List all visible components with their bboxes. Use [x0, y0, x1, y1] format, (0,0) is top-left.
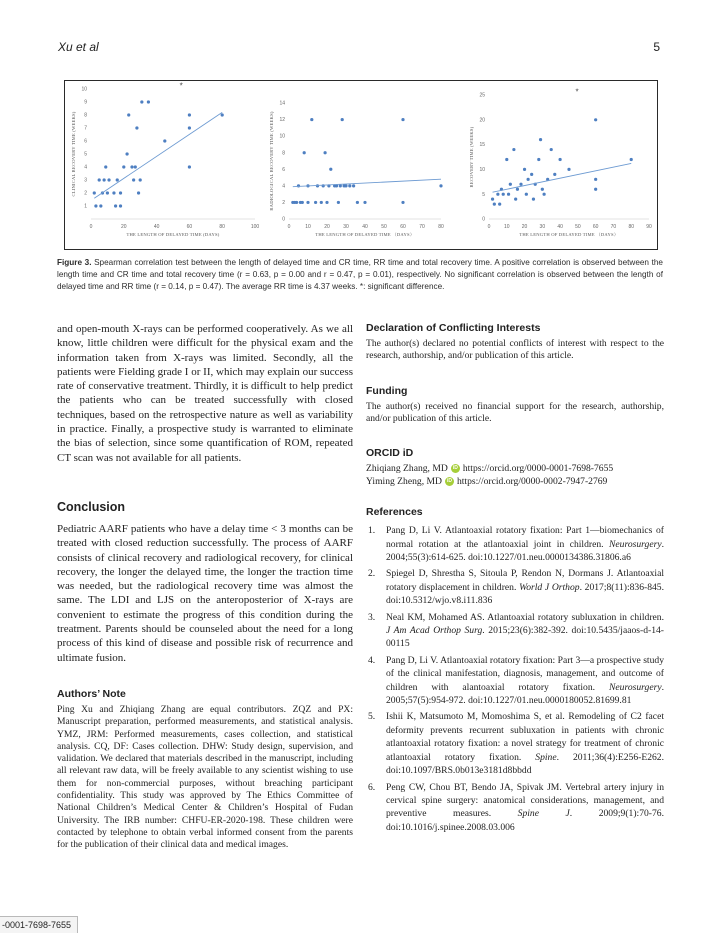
- data-point: [306, 201, 309, 204]
- reference-journal: Neurosurgery: [609, 681, 662, 693]
- y-tick-label: 5: [482, 191, 485, 198]
- data-point: [188, 113, 191, 116]
- reference-item: 2. Spiegel D, Shrestha S, Sitoula P, Rendon N, Dormans J. Atlantoaxial rotatory displacement in children. World J Orthop. 2017;8(11):836-845. doi:10.5312/wjo.v8.i11.836: [368, 568, 664, 607]
- x-tick-label: 40: [362, 224, 368, 230]
- orcid-heading: ORCID iD: [366, 447, 414, 460]
- data-point: [527, 178, 530, 181]
- references-heading: References: [366, 506, 423, 519]
- funding-paragraph: The author(s) received no financial support for the research, authorship, and/or publication of this article.: [366, 400, 664, 424]
- data-point: [116, 178, 119, 181]
- data-point: [324, 151, 327, 154]
- orcid-link[interactable]: https://orcid.org/0000-0002-7947-2769: [456, 476, 608, 488]
- data-point: [523, 168, 526, 171]
- reference-journal: Spine J: [517, 808, 570, 820]
- page-header: [58, 40, 660, 60]
- data-point: [505, 158, 508, 161]
- x-axis-label: THE LENGTH OF DELAYED TIME (DAYS): [126, 232, 220, 237]
- data-point: [530, 173, 533, 176]
- data-point: [519, 183, 522, 186]
- data-point: [512, 148, 515, 151]
- figure-caption: [57, 257, 663, 303]
- reference-item: 1. Pang D, Li V. Atlantoaxial rotatory fixation: Part 1—biomechanics of normal rotation at the atlantoaxial joint in children. Neurosurgery. 2004;55(3):614-625. doi:10.1227/01.neu.0000134386.31806.a6: [368, 525, 664, 563]
- data-point: [98, 178, 101, 181]
- data-point: [594, 178, 597, 181]
- data-point: [363, 201, 366, 204]
- data-point: [498, 203, 501, 206]
- x-tick-label: 10: [305, 224, 311, 230]
- data-point: [112, 191, 115, 194]
- x-tick-label: 80: [628, 224, 635, 230]
- data-point: [341, 118, 344, 121]
- significance-star: *: [575, 87, 579, 97]
- orcid-entry: [366, 475, 664, 488]
- authors-note-heading: Authors’ Note: [57, 687, 126, 700]
- x-tick-label: 50: [381, 224, 387, 230]
- orcid-author-name: Zhiqiang Zhang, MD: [366, 463, 448, 475]
- x-tick-label: 60: [592, 224, 599, 230]
- x-tick-label: 80: [438, 224, 444, 230]
- data-point: [163, 139, 166, 142]
- data-point: [553, 173, 556, 176]
- y-tick-label: 2: [282, 200, 285, 207]
- y-tick-label: 8: [84, 112, 87, 119]
- data-point: [543, 193, 546, 196]
- data-point: [93, 191, 96, 194]
- authors-note-paragraph: Ping Xu and Zhiqiang Zhang are equal contributors. ZQZ and PX: Manuscript preparation, performed measurements, and statistical analysis. YMZ, JRM: Performed measurements, cases collection, and statistical analysis. CQ, DF: Cases collection. DHW: Study design, supervision, and validation. We declared that materials described in the manuscript, including all relevant raw data, will be freely available to any scientist wishing to use them for non-commercial purposes, without breaching participant confidentiality. This study was approved by The Ethics Committee of National Children’s Medical Center & Children’s Hospital of Fudan University. The IRB number: CHFU-ER-2020-198. These children were contacted by telephone to obtain verbal informed consent from the parents for the publication of their clinical data and medical images.: [57, 703, 353, 851]
- y-tick-label: 0: [282, 216, 285, 223]
- x-tick-label: 0: [487, 224, 491, 230]
- trend-line: [493, 163, 632, 192]
- reference-item: 5. Ishii K, Matsumoto M, Momoshima S, et al. Remodeling of C2 facet deformity prevents recurrent subluxation in patients with chronic atlantoaxial rotatory fixation: a novel strategy for treatment of chronic atlantoaxial rotatory fixation. Spine. 2011;36(4):E256-E262. doi:10.1097/BRS.0b013e3181d8bbdd: [368, 711, 664, 777]
- data-point: [344, 184, 347, 187]
- data-point: [94, 204, 97, 207]
- trend-line: [94, 112, 222, 198]
- significance-star: *: [179, 81, 183, 91]
- figure-3: [64, 80, 658, 250]
- right-column: [366, 322, 664, 837]
- data-point: [630, 158, 633, 161]
- data-point: [103, 178, 106, 181]
- x-tick-label: 80: [219, 224, 225, 230]
- y-tick-label: 3: [84, 177, 87, 184]
- data-point: [537, 158, 540, 161]
- data-point: [550, 148, 553, 151]
- data-point: [132, 178, 135, 181]
- data-point: [491, 198, 494, 201]
- y-axis-label: RECOVERY TIME (WEEKS): [469, 126, 474, 188]
- x-tick-label: 90: [646, 224, 652, 230]
- data-point: [137, 191, 140, 194]
- data-point: [352, 184, 355, 187]
- reference-journal: Spine: [535, 751, 557, 763]
- x-tick-label: 40: [153, 224, 160, 230]
- y-tick-label: 1: [84, 203, 87, 210]
- data-point: [188, 165, 191, 168]
- data-point: [106, 191, 109, 194]
- data-point: [221, 113, 224, 116]
- x-tick-label: 50: [575, 224, 581, 230]
- y-tick-label: 14: [279, 100, 285, 107]
- y-tick-label: 0: [482, 216, 485, 223]
- data-point: [401, 201, 404, 204]
- data-point: [502, 193, 505, 196]
- x-tick-label: 20: [121, 224, 127, 230]
- y-tick-label: 10: [81, 86, 87, 93]
- data-point: [130, 165, 133, 168]
- x-tick-label: 30: [343, 224, 349, 230]
- x-tick-label: 0: [287, 224, 291, 230]
- data-point: [301, 201, 304, 204]
- left-column: [57, 322, 353, 852]
- data-point: [310, 118, 313, 121]
- y-tick-label: 20: [479, 117, 485, 124]
- x-tick-label: 100: [250, 224, 260, 230]
- x-tick-label: 20: [521, 224, 528, 230]
- y-tick-label: 4: [84, 164, 87, 171]
- x-tick-label: 60: [400, 224, 406, 230]
- data-point: [295, 201, 298, 204]
- data-point: [303, 151, 306, 154]
- y-tick-label: 7: [84, 125, 87, 132]
- x-tick-label: 0: [89, 224, 93, 230]
- running-head: Xu et al: [58, 40, 99, 54]
- reference-journal: J Am Acad Orthop Surg: [386, 625, 483, 637]
- data-point: [541, 188, 544, 191]
- data-point: [188, 126, 191, 129]
- reference-journal: Neurosurgery: [609, 538, 662, 550]
- data-point: [139, 178, 142, 181]
- x-tick-label: 40: [557, 224, 563, 230]
- data-point: [514, 198, 517, 201]
- conclusion-paragraph: Pediatric AARF patients who have a delay time < 3 months can be treated with closed reduction successfully. The process of AARF consists of clinical recovery and radiological recovery, for clinical recovery, the longer the delayed time, the longer the traction time was needed, but the radiological recovery time was almost the same. The LDI and LJS on the anteroposterior of X-rays are convenient to estimate the progress of this condition during the treatment. Parents should be counseled about the need for a long process of this kind of disease and possible risk of recurrence and ultimate fusion.: [57, 522, 353, 664]
- data-point: [401, 118, 404, 121]
- data-point: [532, 198, 535, 201]
- data-point: [147, 100, 150, 103]
- reference-item: 4. Pang D, Li V. Atlantoaxial rotatory fixation: Part 3—a prospective study of the clinical manifestation, diagnosis, management, and outcome of children with alantoaxial rotatory fixation. Neurosurgery. 2005;57(5):954-972. doi:10.1227/01.neu.0000180052.81699.81: [368, 654, 664, 707]
- data-point: [119, 204, 122, 207]
- data-point: [493, 203, 496, 206]
- data-point: [348, 184, 351, 187]
- data-point: [439, 184, 442, 187]
- reference-item: 3. Neal KM, Mohamed AS. Atlantoaxial rotatory subluxation in children. J Am Acad Orthop Surg. 2015;23(6):382-392. doi:10.5435/jaaos-d-14-00115: [368, 611, 664, 650]
- figure-caption-label: Figure 3.: [57, 258, 92, 267]
- y-tick-label: 10: [279, 133, 285, 140]
- data-point: [314, 201, 317, 204]
- x-tick-label: 20: [324, 224, 330, 230]
- data-point: [320, 201, 323, 204]
- orcid-author-name: Yiming Zheng, MD: [366, 476, 442, 488]
- conclusion-heading: Conclusion: [57, 499, 126, 514]
- y-tick-label: 10: [479, 167, 485, 173]
- data-point: [496, 193, 499, 196]
- data-point: [127, 113, 130, 116]
- y-tick-label: 12: [279, 117, 285, 124]
- conflicts-paragraph: The author(s) declared no potential conflicts of interest with respect to the research, authorship, and/or publication of this article.: [366, 338, 664, 362]
- reference-item: 6. Peng CW, Chou BT, Bendo JA, Spivak JM. Vertebral artery injury in cervical spine surgery: anatomical considerations, management, and preventive measures. Spine J. 2009;9(1):70-76. doi:10.1016/j.spinee.2008.03.006: [368, 781, 664, 833]
- y-tick-label: 5: [84, 151, 87, 158]
- data-point: [104, 165, 107, 168]
- data-point: [107, 178, 110, 181]
- x-tick-label: 10: [503, 224, 510, 230]
- x-axis-label: THE LENGTH OF DELAYED TIME （DAYS）: [315, 232, 415, 237]
- funding-heading: Funding: [366, 384, 408, 397]
- data-point: [507, 193, 510, 196]
- y-tick-label: 6: [84, 138, 87, 145]
- data-point: [135, 126, 138, 129]
- data-point: [325, 201, 328, 204]
- data-point: [119, 191, 122, 194]
- x-tick-label: 60: [186, 224, 193, 230]
- y-axis-label: RADIOLOGICAL RECOVERY TIME (WEEKS): [269, 111, 274, 211]
- data-point: [516, 188, 519, 191]
- x-axis-label: THE LENGTH OF DELAYED TIME （DAYS）: [519, 232, 619, 237]
- data-point: [297, 184, 300, 187]
- data-point: [594, 188, 597, 191]
- data-point: [140, 100, 143, 103]
- conflicts-heading: Declaration of Conflicting Interests: [366, 322, 541, 334]
- data-point: [337, 201, 340, 204]
- orcid-icon: iD: [452, 465, 458, 472]
- figure-3-charts: [65, 81, 657, 249]
- data-point: [509, 183, 512, 186]
- y-tick-label: 9: [84, 99, 87, 106]
- reference-list: [366, 524, 664, 834]
- reference-journal: World J Orthop: [519, 581, 580, 593]
- data-point: [594, 118, 597, 121]
- y-axis-label: CLINICAL RECOVERY TIME (WEEKS): [71, 111, 76, 197]
- y-tick-label: 8: [282, 150, 285, 157]
- orcid-link[interactable]: https://orcid.org/0000-0001-7698-7655: [462, 463, 614, 475]
- data-point: [559, 158, 562, 161]
- data-point: [539, 138, 542, 141]
- data-point: [122, 165, 125, 168]
- hover-link-status: -0001-7698-7655: [0, 916, 78, 933]
- data-point: [114, 204, 117, 207]
- y-tick-label: 4: [282, 183, 285, 190]
- y-tick-label: 15: [479, 142, 485, 149]
- figure-caption-text: Spearman correlation test between the length of delayed time and CR time, RR time and total recovery time. A positive correlation is observed between the length time and CR time and total recovery time (r = 0.63, p = 0.00 and r = 0.47, p = 0.01), respectively. No significant correlation is observed between the length of delayed time and RR time (r = 0.14, p = 0.47). The average RR time is 4.37 weeks. *: significant difference.: [57, 258, 663, 291]
- orcid-entry: [366, 462, 664, 475]
- data-point: [356, 201, 359, 204]
- page-number: 5: [653, 40, 660, 54]
- orcid-icon: iD: [446, 478, 452, 485]
- discussion-paragraph: and open-mouth X-rays can be performed cooperatively. As we all know, little children were difficult for the physical exam and the information taken from X-rays was limited. Secondly, all the patients were Fielding grade I or II, which may explain our success rate of conservative treatment. Thirdly, it is difficult to help predict the patients who can be treated successfully with closed techniques, based on the retrospective nature as well as variability in practice. Finally, a prospective study is warranted to eliminate the bias of selection, since some quantification of ROM, repeated CT scan was not available for all patients.: [57, 323, 353, 464]
- x-tick-label: 30: [539, 224, 546, 230]
- data-point: [329, 168, 332, 171]
- data-point: [567, 168, 570, 171]
- data-point: [134, 165, 137, 168]
- trend-line: [293, 179, 441, 186]
- x-tick-label: 70: [610, 224, 617, 230]
- data-point: [525, 193, 528, 196]
- x-tick-label: 70: [419, 224, 425, 230]
- y-tick-label: 25: [479, 92, 485, 99]
- y-tick-label: 6: [282, 166, 285, 173]
- data-point: [99, 204, 102, 207]
- data-point: [125, 152, 128, 155]
- y-tick-label: 2: [84, 190, 87, 197]
